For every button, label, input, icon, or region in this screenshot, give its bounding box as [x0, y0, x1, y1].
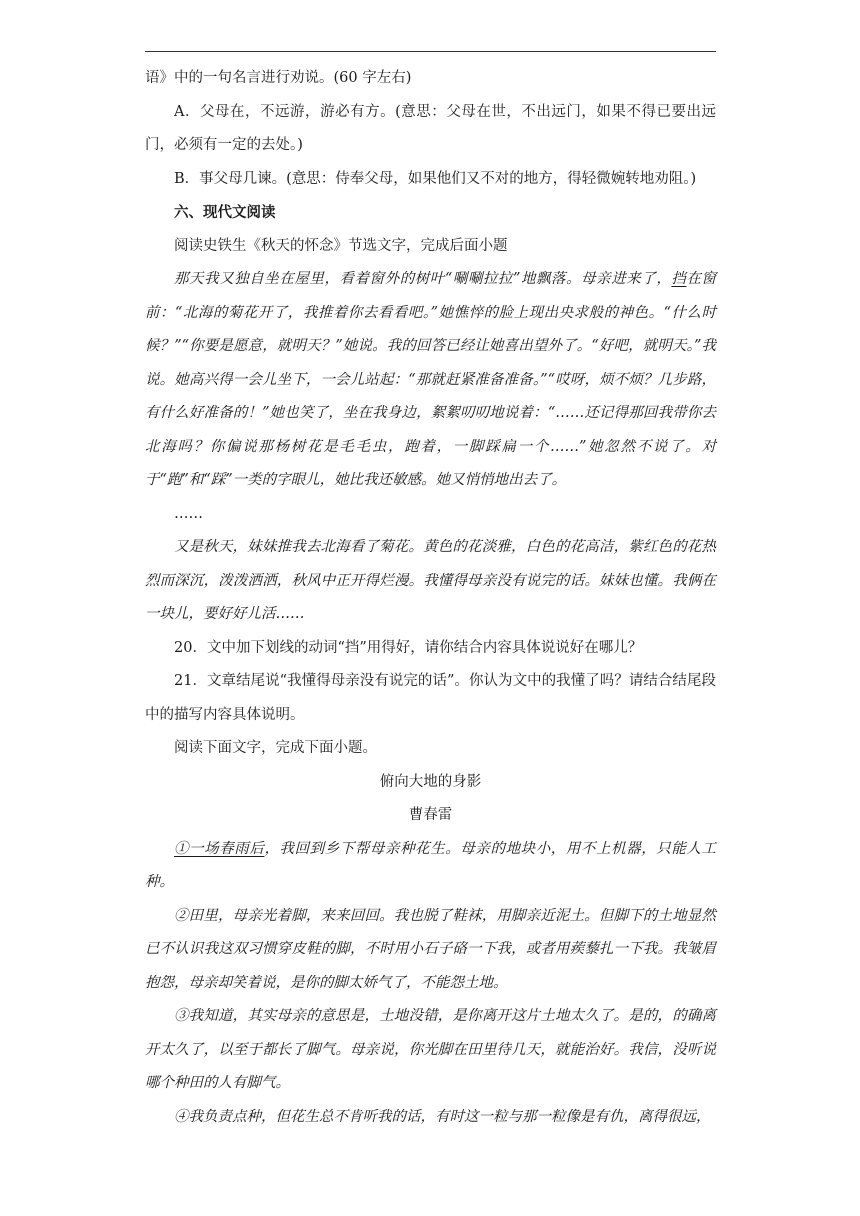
excerpt-ellipsis: ……: [174, 505, 203, 522]
reading-intro-1: 阅读史铁生《秋天的怀念》节选文字，完成后面小题: [174, 237, 508, 254]
excerpt-paragraph-1: [145, 263, 716, 498]
question-20: 20．文中加下划线的动词“挡”用得好，请你结合内容具体说说好在哪儿？: [174, 639, 643, 656]
excerpt-paragraph-2: 又是秋天，妹妹推我去北海看了菊花。黄色的花淡雅，白色的花高洁，紫红色的花热烈而深沉，泼泼洒洒，秋风中正开得烂漫。我懂得母亲没有说完的话。妹妹也懂。我俩在一块儿，要好好儿活……: [145, 539, 716, 622]
continued-line: 语》中的一句名言进行劝说。(60 字左右): [145, 70, 412, 86]
article-title: 俯向大地的身影: [379, 773, 482, 790]
excerpt-p1-part-b: 在窗前：“北海的菊花开了，我推着你去看看吧。”她憔悴的脸上现出央求般的神色。“什么时候？”“你要是愿意，就明天？”她说。我的回答已经让她喜出望外了。“好吧，就明天。”我说。她高兴得一会儿坐下，一会儿站起：“那就赶紧准备准备。”“哎呀，烦不烦？几步路，有什么好准备的！”她也笑了，坐在我身边，絮絮叨叨地说着：“……还记得那回我带你去北海吗？你偏说那杨树花是毛毛虫，跑着，一脚踩扁一个……”她忽然不说了。对于“跑”和“踩”一类的字眼儿，她比我还敏感。她又悄悄地出去了。: [145, 271, 716, 488]
question-21: 21．文章结尾说“我懂得母亲没有说完的话”。你认为文中的我懂了吗？请结合结尾段中的描写内容具体说明。: [145, 673, 716, 723]
document-body: [145, 62, 716, 1134]
option-a: A．父母在，不远游，游必有方。(意思：父母在世，不出远门，如果不得已要出远门，必须有一定的去处。): [145, 103, 716, 153]
article-p1-rest: ，我回到乡下帮母亲种花生。母亲的地块小，用不上机器，只能人工种。: [145, 840, 717, 890]
article-paragraph-1: [145, 833, 716, 900]
article-p1-underlined: ①一场春雨后: [174, 840, 265, 857]
excerpt-p1-part-a: 那天我又独自坐在屋里，看着窗外的树叶“唰唰拉拉”地飘落。母亲进来了，: [174, 271, 672, 287]
section-heading: 六、现代文阅读: [174, 204, 276, 221]
reading-intro-2: 阅读下面文字，完成下面小题。: [174, 740, 377, 756]
article-paragraph-4: ④我负责点种，但花生总不肯听我的话，有时这一粒与那一粒像是有仇，离得很远，: [174, 1108, 711, 1125]
article-paragraph-2: ②田里，母亲光着脚，来来回回。我也脱了鞋袜，用脚亲近泥土。但脚下的土地显然已不认识我这双习惯穿皮鞋的脚，不时用小石子硌一下我，或者用蒺藜扎一下我。我皱眉抱怨，母亲却笑着说，是你的脚太娇气了，不能怨土地。: [145, 907, 716, 991]
option-b: B．事父母几谏。(意思：侍奉父母，如果他们又不对的地方，得轻微婉转地劝阻。): [174, 170, 697, 187]
article-paragraph-3: ③我知道，其实母亲的意思是，土地没错，是你离开这片土地太久了。是的，的确离开太久了，以至于都长了脚气。母亲说，你光脚在田里待几天，就能治好。我信，没听说哪个种田的人有脚气。: [145, 1008, 716, 1091]
header-rule: [145, 51, 716, 52]
article-author: 曹春雷: [408, 807, 453, 823]
underlined-verb: 挡: [671, 271, 687, 287]
